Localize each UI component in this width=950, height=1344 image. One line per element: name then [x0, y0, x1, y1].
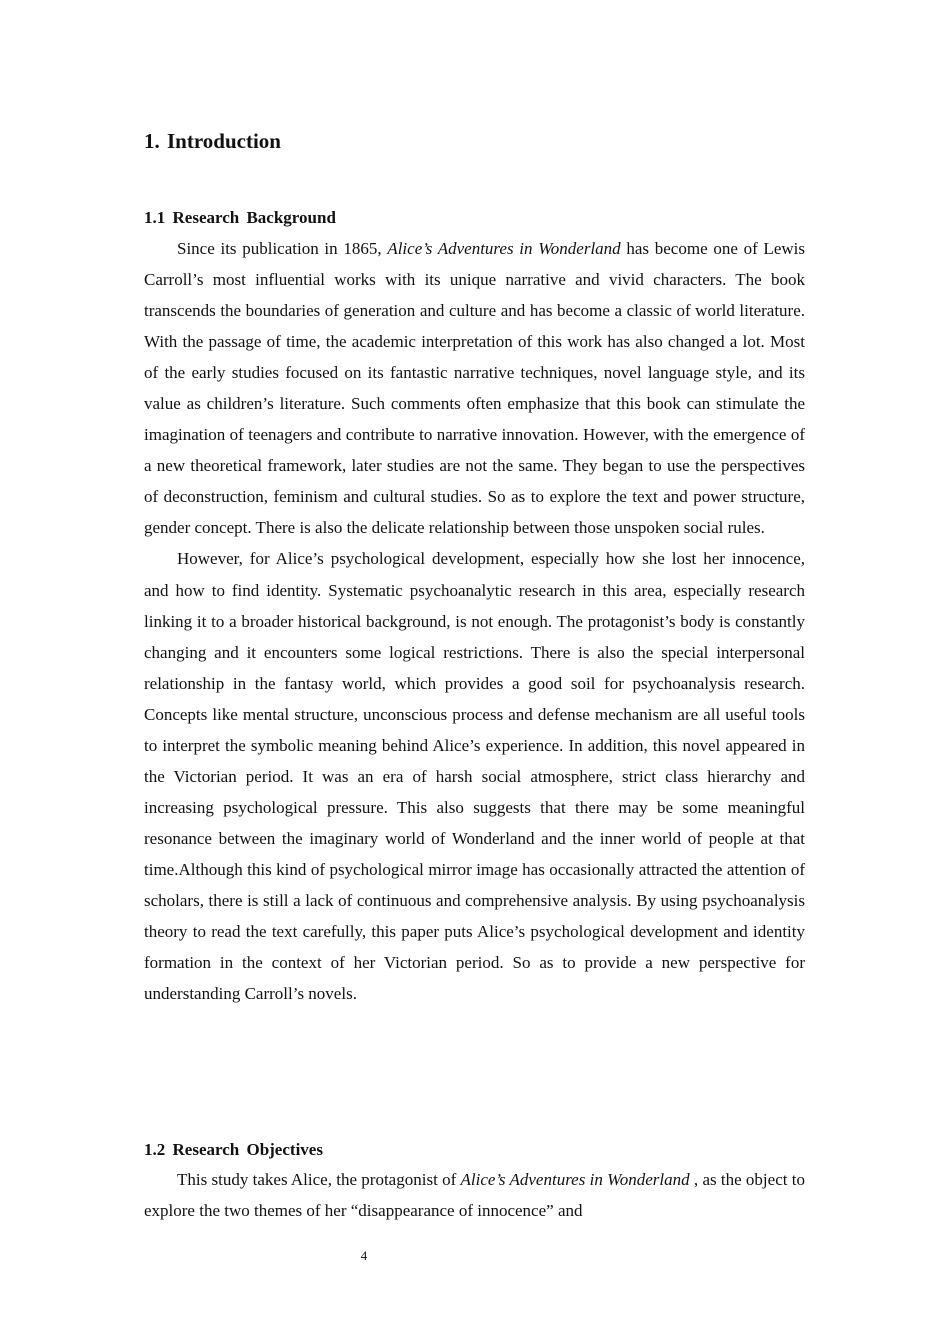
book-title: Alice’s Adventures in Wonderland — [460, 1170, 690, 1189]
paragraph-text: has become one of Lewis Carroll’s most influential works with its unique narrative and vivid characters. The book transcends the boundaries of generation and culture and has become a classic of world literature. With the passage of time, the academic interpretation of this work has also changed a lot. Most of the early studies focused on its fantastic narrative techniques, novel language style, and its value as children’s literature. Such comments often emphasize that this book can stimulate the imagination of teenagers and contribute to narrative innovation. However, with the emergence of a new theoretical framework, later studies are not the same. They began to use the perspectives of deconstruction, feminism and cultural studies. So as to explore the text and power structure, gender concept. There is also the delicate relationship between those unspoken social rules. — [144, 239, 805, 538]
paragraph-text: Since its publication in 1865, — [177, 239, 388, 258]
research-objectives-body — [144, 1164, 805, 1226]
objectives-paragraph-1 — [144, 1164, 805, 1226]
paragraph-text: However, for Alice’s psychological development, especially how she lost her innocence, and how to find identity. Systematic psychoanalytic research in this area, especially research linking it to a broader historical background, is not enough. The protagonist’s body is constantly changing and it encounters some logical restrictions. There is also the special interpersonal relationship in the fantasy world, which provides a good soil for psychoanalysis research. Concepts like mental structure, unconscious process and defense mechanism are all useful tools to interpret the symbolic meaning behind Alice’s experience. In addition, this novel appeared in the Victorian period. It was an era of harsh social atmosphere, strict class hierarchy and increasing psychological pressure. This also suggests that there may be some meaningful resonance between the imaginary world of Wonderland and the inner world of people at that time.Although this kind of psychological mirror image has occasionally attracted the attention of scholars, there is still a lack of continuous and comprehensive analysis. By using psychoanalysis theory to read the text carefully, this paper puts Alice’s psychological development and identity formation in the context of her Victorian period. So as to provide a new perspective for understanding Carroll’s novels. — [144, 549, 805, 1004]
page-number: 4 — [360, 1248, 368, 1263]
paragraph-text: This study takes Alice, the protagonist of — [177, 1170, 461, 1189]
paragraph-text: , as the object to explore the two themes of her “disappearance of innocence” and — [144, 1170, 805, 1221]
book-title: Alice’s Adventures in Wonderland — [387, 239, 621, 258]
background-paragraph-1 — [144, 233, 805, 543]
research-background-body — [144, 233, 805, 1009]
chapter-heading: 1. Introduction — [144, 129, 281, 153]
section-heading-research-background: 1.1 Research Background — [144, 208, 336, 227]
background-paragraph-2 — [144, 543, 805, 1009]
section-heading-research-objectives: 1.2 Research Objectives — [144, 1140, 323, 1159]
